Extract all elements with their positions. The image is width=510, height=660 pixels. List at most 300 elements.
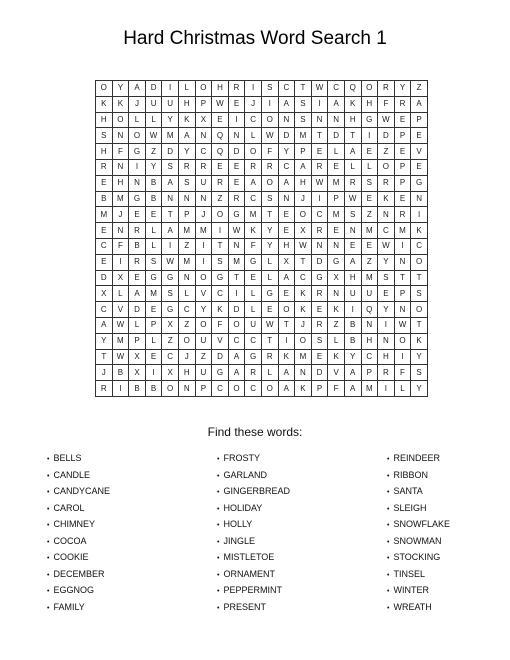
grid-cell: G	[328, 254, 345, 270]
grid-cell: O	[162, 381, 179, 397]
grid-cell: C	[228, 333, 245, 349]
grid-cell: E	[212, 159, 229, 175]
word-list-item: • DECEMBER	[47, 566, 110, 583]
grid-cell: S	[295, 96, 312, 112]
grid-cell: R	[228, 191, 245, 207]
grid-cell: R	[228, 81, 245, 97]
grid-cell: T	[295, 81, 312, 97]
grid-row	[96, 96, 428, 112]
grid-cell: N	[178, 381, 195, 397]
grid-cell: B	[96, 191, 113, 207]
grid-cell: W	[145, 128, 162, 144]
grid-cell: S	[295, 112, 312, 128]
grid-row	[96, 317, 428, 333]
grid-cell: K	[212, 302, 229, 318]
word-list-item: • CAROL	[47, 500, 110, 517]
grid-cell: T	[278, 317, 295, 333]
grid-cell: G	[212, 270, 229, 286]
grid-cell: C	[278, 81, 295, 97]
grid-cell: C	[212, 381, 229, 397]
grid-cell: I	[378, 381, 395, 397]
grid-cell: R	[394, 96, 411, 112]
grid-cell: C	[311, 207, 328, 223]
grid-cell: W	[378, 112, 395, 128]
grid-cell: Y	[411, 349, 428, 365]
grid-cell: T	[394, 270, 411, 286]
grid-cell: P	[394, 128, 411, 144]
grid-cell: P	[195, 96, 212, 112]
grid-cell: I	[112, 381, 129, 397]
grid-cell: O	[411, 254, 428, 270]
grid-cell: Q	[344, 81, 361, 97]
word-list-column-1	[47, 450, 110, 615]
grid-cell: C	[178, 302, 195, 318]
grid-cell: M	[162, 128, 179, 144]
grid-cell: L	[261, 365, 278, 381]
grid-cell: C	[245, 112, 262, 128]
grid-cell: Y	[394, 81, 411, 97]
grid-cell: I	[378, 317, 395, 333]
grid-cell: W	[378, 238, 395, 254]
grid-cell: I	[129, 159, 146, 175]
page-title: Hard Christmas Word Search 1	[123, 28, 387, 49]
grid-cell: D	[311, 365, 328, 381]
grid-cell: D	[228, 144, 245, 160]
grid-cell: L	[344, 159, 361, 175]
grid-cell: V	[112, 302, 129, 318]
grid-cell: E	[394, 112, 411, 128]
grid-cell: E	[129, 207, 146, 223]
grid-cell: P	[195, 381, 212, 397]
grid-cell: T	[162, 207, 179, 223]
grid-cell: Z	[178, 317, 195, 333]
grid-row	[96, 191, 428, 207]
grid-cell: Y	[162, 112, 179, 128]
grid-cell: C	[96, 302, 113, 318]
grid-cell: N	[328, 238, 345, 254]
grid-row	[96, 128, 428, 144]
grid-cell: M	[328, 175, 345, 191]
grid-cell: E	[145, 207, 162, 223]
grid-cell: S	[378, 270, 395, 286]
grid-cell: A	[278, 270, 295, 286]
grid-cell: E	[96, 223, 113, 239]
grid-cell: S	[411, 365, 428, 381]
grid-cell: B	[129, 381, 146, 397]
grid-cell: A	[129, 286, 146, 302]
grid-cell: P	[328, 191, 345, 207]
grid-cell: I	[245, 81, 262, 97]
grid-cell: A	[162, 223, 179, 239]
grid-cell: O	[361, 81, 378, 97]
grid-cell: N	[311, 112, 328, 128]
grid-cell: H	[378, 349, 395, 365]
grid-cell: V	[411, 144, 428, 160]
grid-cell: T	[311, 128, 328, 144]
grid-cell: L	[245, 128, 262, 144]
grid-cell: B	[344, 333, 361, 349]
grid-cell: S	[145, 254, 162, 270]
grid-cell: N	[411, 191, 428, 207]
grid-cell: M	[145, 286, 162, 302]
grid-cell: E	[394, 144, 411, 160]
grid-cell: D	[212, 349, 229, 365]
grid-cell: E	[311, 349, 328, 365]
grid-cell: R	[96, 159, 113, 175]
grid-cell: Z	[145, 144, 162, 160]
grid-cell: M	[178, 254, 195, 270]
word-list-item: • JINGLE	[217, 533, 290, 550]
grid-cell: O	[394, 333, 411, 349]
grid-cell: P	[129, 333, 146, 349]
grid-cell: A	[344, 254, 361, 270]
grid-cell: O	[195, 81, 212, 97]
grid-cell: K	[328, 349, 345, 365]
grid-cell: M	[328, 207, 345, 223]
grid-cell: I	[411, 207, 428, 223]
grid-cell: C	[245, 381, 262, 397]
grid-cell: P	[145, 317, 162, 333]
grid-cell: K	[411, 223, 428, 239]
grid-cell: S	[411, 286, 428, 302]
grid-cell: N	[328, 286, 345, 302]
grid-cell: X	[129, 365, 146, 381]
word-list-column-2	[217, 450, 290, 615]
grid-cell: O	[96, 81, 113, 97]
grid-cell: Y	[112, 81, 129, 97]
grid-cell: N	[112, 128, 129, 144]
grid-cell: X	[328, 270, 345, 286]
word-list-item: • PEPPERMINT	[217, 582, 290, 599]
grid-cell: S	[344, 207, 361, 223]
word-list-item: • SLEIGH	[387, 500, 450, 517]
word-list-item: • ORNAMENT	[217, 566, 290, 583]
grid-cell: E	[328, 223, 345, 239]
grid-cell: C	[245, 191, 262, 207]
grid-cell: I	[212, 223, 229, 239]
grid-cell: A	[278, 381, 295, 397]
grid-row	[96, 365, 428, 381]
grid-cell: Y	[278, 144, 295, 160]
grid-cell: F	[112, 238, 129, 254]
grid-cell: I	[145, 365, 162, 381]
grid-cell: O	[212, 207, 229, 223]
grid-cell: G	[129, 144, 146, 160]
grid-cell: E	[278, 286, 295, 302]
grid-row	[96, 238, 428, 254]
grid-cell: D	[162, 144, 179, 160]
grid-cell: L	[145, 333, 162, 349]
grid-cell: R	[129, 254, 146, 270]
grid-cell: V	[328, 365, 345, 381]
grid-cell: U	[245, 317, 262, 333]
grid-cell: N	[278, 112, 295, 128]
grid-row	[96, 207, 428, 223]
grid-cell: O	[261, 112, 278, 128]
grid-cell: A	[411, 96, 428, 112]
grid-cell: A	[344, 365, 361, 381]
grid-cell: P	[295, 144, 312, 160]
grid-cell: X	[278, 254, 295, 270]
word-list-item: • RIBBON	[387, 467, 450, 484]
grid-cell: R	[378, 81, 395, 97]
grid-cell: L	[145, 112, 162, 128]
grid-cell: K	[344, 96, 361, 112]
grid-cell: O	[295, 207, 312, 223]
grid-cell: F	[212, 317, 229, 333]
grid-cell: O	[378, 159, 395, 175]
grid-cell: W	[394, 317, 411, 333]
grid-cell: L	[261, 254, 278, 270]
grid-cell: C	[378, 223, 395, 239]
grid-cell: H	[344, 112, 361, 128]
grid-cell: J	[195, 207, 212, 223]
grid-cell: T	[295, 254, 312, 270]
grid-cell: Y	[261, 223, 278, 239]
grid-cell: Y	[411, 381, 428, 397]
grid-cell: O	[195, 270, 212, 286]
grid-cell: P	[394, 175, 411, 191]
grid-cell: E	[361, 191, 378, 207]
grid-cell: G	[129, 191, 146, 207]
grid-cell: D	[96, 270, 113, 286]
grid-cell: I	[394, 349, 411, 365]
grid-cell: T	[411, 317, 428, 333]
grid-cell: N	[228, 128, 245, 144]
grid-cell: J	[295, 317, 312, 333]
grid-cell: M	[295, 128, 312, 144]
grid-cell: E	[228, 175, 245, 191]
grid-cell: S	[261, 81, 278, 97]
grid-cell: M	[178, 223, 195, 239]
grid-cell: S	[261, 191, 278, 207]
word-list-item: • SNOWFLAKE	[387, 516, 450, 533]
grid-cell: I	[195, 238, 212, 254]
grid-cell: B	[145, 175, 162, 191]
grid-cell: I	[311, 96, 328, 112]
grid-cell: Y	[195, 302, 212, 318]
grid-cell: J	[295, 191, 312, 207]
grid-cell: G	[162, 270, 179, 286]
grid-cell: O	[261, 381, 278, 397]
grid-cell: E	[96, 254, 113, 270]
grid-cell: E	[145, 349, 162, 365]
grid-cell: A	[96, 317, 113, 333]
word-list-item: • SANTA	[387, 483, 450, 500]
grid-cell: E	[278, 223, 295, 239]
grid-cell: Z	[178, 238, 195, 254]
grid-cell: I	[228, 112, 245, 128]
grid-cell: Z	[411, 81, 428, 97]
word-list-item: • WREATH	[387, 599, 450, 616]
grid-cell: O	[228, 317, 245, 333]
word-list-item: • GARLAND	[217, 467, 290, 484]
word-list-item: • BELLS	[47, 450, 110, 467]
grid-cell: A	[278, 365, 295, 381]
grid-cell: X	[162, 365, 179, 381]
grid-cell: A	[328, 96, 345, 112]
grid-cell: F	[378, 96, 395, 112]
grid-cell: O	[295, 333, 312, 349]
grid-cell: G	[145, 270, 162, 286]
grid-cell: I	[195, 254, 212, 270]
grid-cell: U	[195, 175, 212, 191]
grid-cell: E	[411, 128, 428, 144]
grid-cell: S	[361, 175, 378, 191]
grid-cell: T	[228, 270, 245, 286]
word-list-item: • HOLIDAY	[217, 500, 290, 517]
grid-cell: E	[278, 207, 295, 223]
grid-cell: L	[394, 381, 411, 397]
grid-cell: L	[245, 302, 262, 318]
grid-cell: N	[378, 333, 395, 349]
grid-cell: N	[378, 207, 395, 223]
grid-cell: A	[178, 128, 195, 144]
grid-cell: A	[162, 175, 179, 191]
grid-cell: O	[261, 175, 278, 191]
grid-cell: D	[129, 302, 146, 318]
grid-cell: A	[278, 96, 295, 112]
grid-cell: E	[311, 144, 328, 160]
grid-cell: I	[278, 333, 295, 349]
grid-cell: N	[394, 302, 411, 318]
grid-cell: P	[178, 207, 195, 223]
grid-cell: N	[129, 175, 146, 191]
grid-cell: W	[112, 317, 129, 333]
grid-cell: A	[228, 365, 245, 381]
grid-cell: N	[311, 238, 328, 254]
grid-cell: L	[245, 286, 262, 302]
grid-cell: N	[228, 238, 245, 254]
grid-cell: Y	[344, 349, 361, 365]
grid-cell: L	[178, 81, 195, 97]
grid-cell: Y	[178, 144, 195, 160]
grid-row	[96, 175, 428, 191]
grid-cell: W	[344, 191, 361, 207]
grid-row	[96, 349, 428, 365]
grid-cell: I	[344, 302, 361, 318]
grid-cell: O	[112, 112, 129, 128]
grid-cell: H	[178, 96, 195, 112]
grid-cell: D	[145, 81, 162, 97]
grid-cell: R	[311, 317, 328, 333]
grid-row	[96, 333, 428, 349]
grid-cell: R	[245, 159, 262, 175]
grid-cell: T	[261, 207, 278, 223]
grid-cell: L	[129, 112, 146, 128]
grid-cell: E	[411, 159, 428, 175]
grid-cell: H	[361, 333, 378, 349]
grid-cell: C	[361, 349, 378, 365]
grid-cell: K	[411, 333, 428, 349]
grid-cell: B	[344, 317, 361, 333]
grid-cell: W	[261, 128, 278, 144]
grid-cell: J	[178, 349, 195, 365]
grid-cell: Z	[328, 317, 345, 333]
grid-cell: X	[162, 317, 179, 333]
grid-cell: S	[96, 128, 113, 144]
grid-cell: N	[178, 270, 195, 286]
grid-cell: G	[245, 349, 262, 365]
grid-cell: U	[344, 286, 361, 302]
grid-cell: O	[228, 381, 245, 397]
grid-cell: P	[411, 112, 428, 128]
grid-row	[96, 112, 428, 128]
grid-row	[96, 286, 428, 302]
grid-cell: L	[178, 286, 195, 302]
grid-cell: Y	[378, 254, 395, 270]
grid-cell: L	[261, 270, 278, 286]
grid-cell: M	[228, 254, 245, 270]
word-list-item: • MISTLETOE	[217, 549, 290, 566]
grid-cell: N	[278, 191, 295, 207]
grid-cell: C	[295, 270, 312, 286]
grid-cell: X	[112, 270, 129, 286]
grid-cell: C	[212, 286, 229, 302]
grid-row	[96, 223, 428, 239]
grid-cell: M	[361, 223, 378, 239]
grid-cell: E	[129, 270, 146, 286]
grid-cell: A	[344, 144, 361, 160]
grid-cell: E	[261, 302, 278, 318]
grid-cell: E	[361, 238, 378, 254]
grid-cell: I	[311, 191, 328, 207]
grid-cell: Y	[378, 302, 395, 318]
grid-cell: J	[96, 365, 113, 381]
grid-cell: D	[228, 302, 245, 318]
grid-cell: F	[261, 144, 278, 160]
grid-cell: M	[112, 191, 129, 207]
grid-cell: O	[278, 302, 295, 318]
grid-cell: A	[228, 349, 245, 365]
grid-cell: G	[411, 175, 428, 191]
grid-cell: M	[295, 349, 312, 365]
grid-cell: B	[145, 191, 162, 207]
grid-cell: H	[361, 96, 378, 112]
grid-cell: R	[261, 159, 278, 175]
grid-cell: U	[195, 365, 212, 381]
grid-cell: H	[178, 365, 195, 381]
grid-cell: C	[162, 349, 179, 365]
grid-cell: W	[295, 238, 312, 254]
grid-cell: K	[378, 191, 395, 207]
word-list-item: • COOKIE	[47, 549, 110, 566]
grid-cell: B	[145, 381, 162, 397]
grid-cell: Z	[378, 144, 395, 160]
grid-cell: K	[328, 302, 345, 318]
grid-cell: B	[112, 365, 129, 381]
grid-cell: Z	[361, 254, 378, 270]
grid-cell: W	[228, 223, 245, 239]
grid-cell: N	[394, 254, 411, 270]
grid-cell: W	[311, 81, 328, 97]
grid-cell: K	[178, 112, 195, 128]
grid-cell: I	[228, 286, 245, 302]
word-list-item: • GINGERBREAD	[217, 483, 290, 500]
grid-cell: I	[394, 238, 411, 254]
grid-row	[96, 159, 428, 175]
grid-cell: U	[162, 96, 179, 112]
word-list-item: • CANDLE	[47, 467, 110, 484]
grid-cell: H	[212, 81, 229, 97]
grid-cell: N	[361, 317, 378, 333]
grid-row	[96, 302, 428, 318]
grid-cell: B	[129, 238, 146, 254]
grid-cell: R	[178, 159, 195, 175]
grid-row	[96, 81, 428, 97]
grid-cell: C	[96, 238, 113, 254]
grid-cell: G	[212, 365, 229, 381]
